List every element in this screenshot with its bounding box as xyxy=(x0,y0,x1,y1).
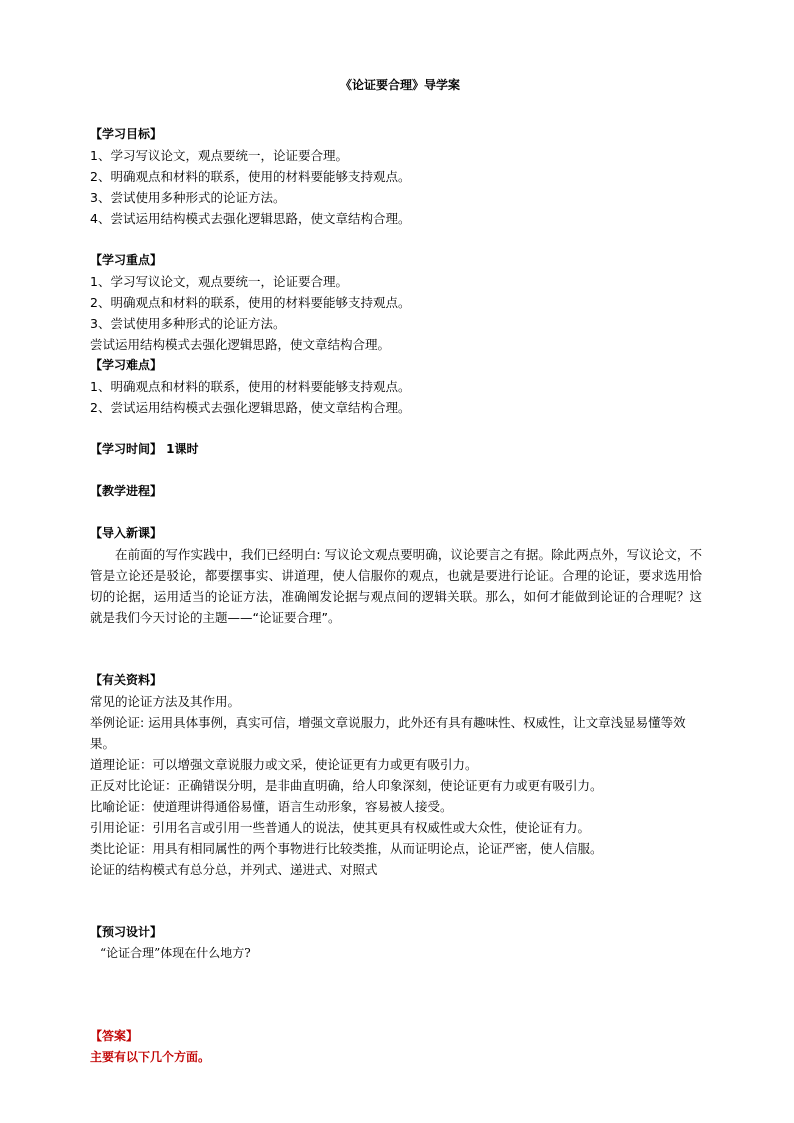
answer-heading: 【答案】 xyxy=(90,1029,139,1043)
goals-item: 4、尝试运用结构模式去强化逻辑思路，使文章结构合理。 xyxy=(90,211,411,226)
key-points-item: 尝试运用结构模式去强化逻辑思路，使文章结构合理。 xyxy=(90,337,391,352)
key-points-heading: 【学习重点】 xyxy=(90,253,163,267)
key-points-item: 3、尝试使用多种形式的论证方法。 xyxy=(90,316,286,331)
spacer xyxy=(90,963,710,1026)
goals-item: 1、学习写议论文，观点要统一，论证要合理。 xyxy=(90,148,348,163)
materials-item: 类比论证：用具有相同属性的两个事物进行比较类推，从而证明论点，论证严密，使人信服。 xyxy=(90,841,603,856)
difficulties-item: 1、明确观点和材料的联系，使用的材料要能够支持观点。 xyxy=(90,379,411,394)
materials-heading: 【有关资料】 xyxy=(90,673,163,687)
spacer xyxy=(90,229,710,250)
intro-heading: 【导入新课】 xyxy=(90,526,163,540)
intro-paragraph: 在前面的写作实践中，我们已经明白: 写议论文观点要明确，议论要言之有据。除此两点外，写议论文，不管是立论还是驳论，都要摆事实、讲道理，使人信服你的观点，也就是要进行论证。合理的论证，要求选用恰切的论据，运用适当的论证方法，准确阐发论据与观点间的逻辑关联。那么，如何才能做到论证的合理呢？这就是我们今天讨论的主题——“论证要合理”。 xyxy=(90,547,702,625)
difficulties-heading: 【学习难点】 xyxy=(90,358,163,372)
materials-item: 常见的论证方法及其作用。 xyxy=(90,694,241,709)
spacer xyxy=(90,418,710,439)
time-heading: 【学习时间】 1课时 xyxy=(90,442,199,456)
preview-heading: 【预习设计】 xyxy=(90,925,163,939)
materials-item: 引用论证：引用名言或引用一些普通人的说法，使其更具有权威性或大众性，使论证有力。 xyxy=(90,820,591,835)
materials-item: 比喻论证：使道理讲得通俗易懂，语言生动形象，容易被人接受。 xyxy=(90,799,453,814)
goals-item: 3、尝试使用多种形式的论证方法。 xyxy=(90,190,286,205)
goals-item: 2、明确观点和材料的联系，使用的材料要能够支持观点。 xyxy=(90,169,411,184)
spacer xyxy=(90,502,710,523)
key-points-item: 1、学习写议论文，观点要统一，论证要合理。 xyxy=(90,274,348,289)
spacer xyxy=(90,460,710,481)
key-points-item: 2、明确观点和材料的联系，使用的材料要能够支持观点。 xyxy=(90,295,411,310)
materials-item: 正反对比论证：正确错误分明，是非曲直明确，给人印象深刻，使论证更有力或更有吸引力。 xyxy=(90,778,603,793)
answer-text: 主要有以下几个方面。 xyxy=(90,1050,211,1064)
difficulties-item: 2、尝试运用结构模式去强化逻辑思路，使文章结构合理。 xyxy=(90,400,411,415)
materials-item: 道理论证：可以增强文章说服力或文采，使论证更有力或更有吸引力。 xyxy=(90,757,478,772)
preview-question: “论证合理”体现在什么地方? xyxy=(100,946,251,960)
document-page xyxy=(90,76,710,1068)
materials-item: 论证的结构模式有总分总，并列式、递进式、对照式 xyxy=(90,862,378,877)
goals-heading: 【学习目标】 xyxy=(90,127,163,141)
spacer xyxy=(90,880,710,922)
materials-item: 举例论证: 运用具体事例，真实可信，增强文章说服力，此外还有具有趣味性、权威性，让文章浅显易懂等效果。 xyxy=(90,715,686,751)
process-heading: 【教学进程】 xyxy=(90,484,163,498)
spacer xyxy=(90,628,710,670)
document-title: 《论证要合理》导学案 xyxy=(339,78,460,92)
